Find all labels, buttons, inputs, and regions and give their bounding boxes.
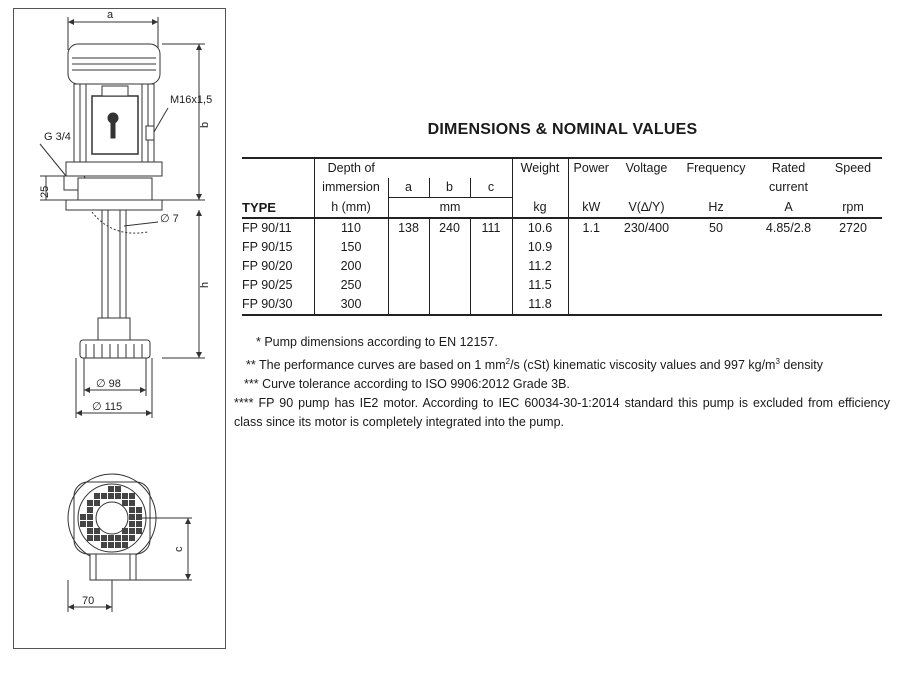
hdr-depth-line1: Depth of (314, 158, 388, 178)
grid-cell (108, 486, 114, 492)
grid-cell (122, 528, 128, 534)
grid-cell (101, 542, 107, 548)
hdr-frequency: Frequency (679, 158, 753, 178)
grid-cell (87, 500, 93, 506)
hdr-weight-unit: kg (512, 198, 568, 219)
hdr-b: b (429, 178, 470, 198)
cell-h: 200 (314, 257, 388, 276)
note-3: *** Curve tolerance according to ISO 9906:2012 Grade 3B. (244, 377, 570, 392)
grid-cell (115, 493, 121, 499)
header-row-1 (242, 158, 882, 178)
spec-table (242, 157, 882, 316)
cell-c: 111 (470, 218, 512, 238)
grid-cell (94, 500, 100, 506)
grid-cell (136, 507, 142, 513)
header-row-3 (242, 198, 882, 219)
hdr-current-unit: A (753, 198, 824, 219)
hdr-frequency-unit: Hz (679, 198, 753, 219)
grid-cell (101, 493, 107, 499)
hdr-power: Power (568, 158, 614, 178)
pump-technical-drawing (0, 0, 230, 660)
note-2-sup-1: 2 (505, 357, 511, 366)
cell-frequency: 50 (709, 221, 723, 235)
hdr-speed: Speed (824, 158, 882, 178)
label-h: h (199, 281, 211, 288)
cell-h: 110 (314, 218, 388, 238)
cell-type: FP 90/11 (242, 221, 292, 235)
cell-voltage: 230/400 (623, 221, 670, 235)
cell-type: FP 90/30 (242, 295, 314, 315)
grid-cell (101, 535, 107, 541)
cell-weight: 11.2 (512, 257, 568, 276)
grid-cell (136, 514, 142, 520)
cell-b: 240 (429, 218, 470, 238)
hdr-type: TYPE (242, 198, 314, 219)
hdr-current-line2: current (769, 180, 808, 195)
cell-weight: 10.6 (512, 218, 568, 238)
label-c: c (173, 546, 185, 552)
grid-cell (94, 493, 100, 499)
grid-cell (87, 521, 93, 527)
table-row (242, 276, 882, 295)
label-pipe: G 3/4 (44, 131, 71, 143)
cell-h: 250 (314, 276, 388, 295)
grid-cell (80, 521, 86, 527)
grid-cell (122, 535, 128, 541)
hdr-voltage: Voltage (614, 158, 679, 178)
hdr-depth-unit: h (mm) (314, 198, 388, 219)
grid-cell (94, 528, 100, 534)
cell-type: FP 90/20 (242, 259, 293, 273)
footnotes (234, 333, 890, 432)
label-b: b (199, 121, 211, 128)
cell-speed: 2720 (839, 221, 867, 235)
cell-weight: 11.8 (512, 295, 568, 315)
table-row (242, 238, 882, 257)
note-4: **** FP 90 pump has IE2 motor. According to IEC 60034-30-1:2014 standard this pump is excluded from efficiency class since its motor is completely integrated into the pump. (234, 396, 890, 430)
grid-cell (129, 500, 135, 506)
mounting-flange (66, 200, 162, 210)
table-row (242, 257, 882, 276)
cell-h: 150 (314, 238, 388, 257)
grid-cell (108, 493, 114, 499)
label-thread: M16x1,5 (170, 94, 213, 106)
cell-type: FP 90/15 (242, 240, 293, 254)
cell-current: 4.85/2.8 (765, 221, 812, 235)
hdr-power-unit: kW (568, 198, 614, 219)
grid-cell (115, 486, 121, 492)
label-hole: ∅ 7 (160, 213, 179, 225)
grid-cell (87, 535, 93, 541)
label-70: 70 (82, 595, 95, 607)
grid-cell (87, 507, 93, 513)
table-row (242, 218, 882, 238)
impeller-housing (80, 340, 150, 358)
hdr-mm: mm (388, 198, 512, 219)
note-2-part-b: /s (cSt) kinematic viscosity values and 997 kg/m (510, 358, 776, 373)
grid-cell (87, 514, 93, 520)
grid-cell (115, 542, 121, 548)
table-row (242, 295, 882, 315)
page-title: DIMENSIONS & NOMINAL VALUES (427, 121, 698, 138)
grid-cell (129, 528, 135, 534)
hdr-voltage-unit: V(∆/Y) (614, 198, 679, 219)
hdr-c: c (470, 178, 512, 198)
grid-cell (108, 535, 114, 541)
label-d98: ∅ 98 (96, 378, 121, 390)
cell-weight: 11.5 (512, 276, 568, 295)
grid-cell (129, 493, 135, 499)
hdr-depth-line2: immersion (314, 178, 388, 198)
grid-cell (129, 521, 135, 527)
grid-cell (122, 500, 128, 506)
note-2-sup-2: 3 (775, 357, 780, 366)
grid-cell (129, 507, 135, 513)
label-a: a (107, 9, 114, 21)
hdr-current-line1: Rated (753, 158, 824, 178)
grid-cell (122, 493, 128, 499)
cell-weight: 10.9 (512, 238, 568, 257)
grid-cell (94, 535, 100, 541)
cell-a: 138 (388, 218, 429, 238)
note-2-part-c: density (779, 358, 823, 373)
cell-type: FP 90/25 (242, 278, 293, 292)
cell-power: 1.1 (568, 218, 614, 238)
grid-cell (136, 528, 142, 534)
grid-cell (87, 528, 93, 534)
note-1: * Pump dimensions according to EN 12157. (256, 335, 498, 349)
label-d115: ∅ 115 (92, 401, 123, 413)
grid-cell (129, 514, 135, 520)
grid-cell (80, 514, 86, 520)
grid-cell (136, 521, 142, 527)
header-row-2 (242, 178, 882, 198)
note-2-part-a: ** The performance curves are based on 1 mm (246, 358, 506, 373)
hdr-a: a (388, 178, 429, 198)
pump-column (102, 210, 126, 320)
cell-h: 300 (314, 295, 388, 315)
grid-cell (115, 535, 121, 541)
grid-cell (108, 542, 114, 548)
note-2 (234, 352, 890, 375)
label-flange-height: 25 (39, 185, 51, 198)
grid-cell (129, 535, 135, 541)
grid-cell (122, 542, 128, 548)
hdr-weight: Weight (512, 158, 568, 178)
motor-flange (66, 162, 162, 176)
hdr-speed-unit: rpm (824, 198, 882, 219)
